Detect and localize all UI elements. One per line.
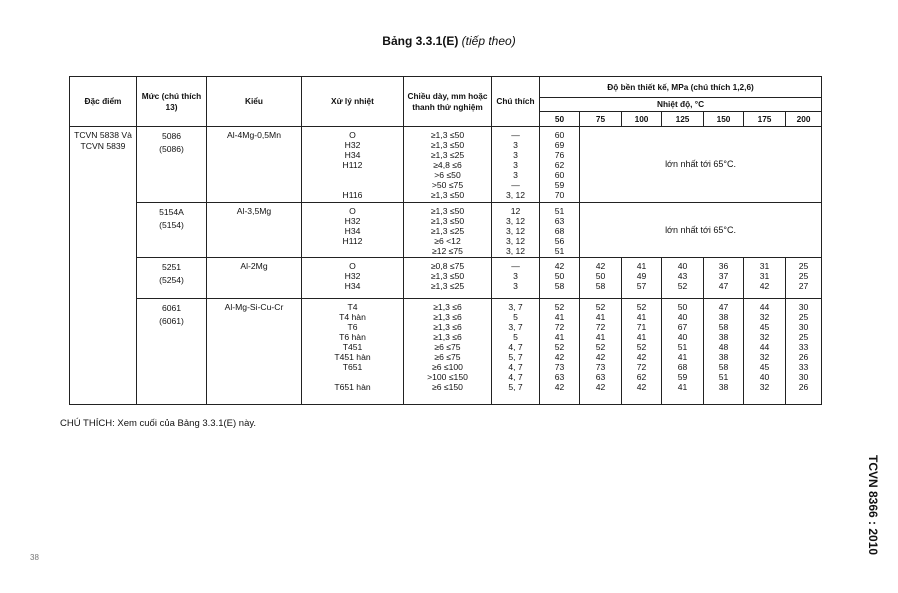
strength-value: 37 [718,271,729,282]
strength-value: 27 [798,281,809,292]
strength-value: 71 [636,322,647,333]
strength-value: 41 [636,261,647,272]
header-do-ben: Độ bền thiết kế, MPa (chú thích 1,2,6) [540,77,822,98]
strength-value: 68 [554,225,565,236]
grade-code: (6061) [159,316,184,327]
temper: H34 [344,225,361,236]
strength-value: 38 [718,332,729,343]
strength-value: 63 [595,372,606,383]
header-temp: 100 [622,112,662,127]
note-ref: 3, 7 [508,302,523,313]
note-ref: 3, 7 [508,322,523,333]
strength-value: 41 [677,352,688,363]
strength-value: 50 [554,271,565,282]
strength-value: 59 [677,372,688,383]
strength-value: 58 [554,281,565,292]
thickness: ≥1,3 ≤6 [433,322,462,333]
note-ref: 3 [513,271,518,282]
strength-value: 45 [759,322,770,333]
strength-value: 42 [636,382,647,393]
strength-value: 25 [798,312,809,323]
design-strength-table [69,76,822,405]
strength-value: 72 [595,322,606,333]
temper: T451 hàn [334,352,371,363]
temper: T651 hàn [334,382,371,393]
strength-value: 31 [759,271,770,282]
strength-value: 25 [798,261,809,272]
strength-value: 41 [595,312,606,323]
note-ref: 3, 12 [505,225,526,236]
strength-value: 58 [595,281,606,292]
table-row [70,127,822,203]
temper: O [349,130,356,140]
strength-value: 41 [677,382,688,393]
strength-value: 31 [759,261,770,272]
strength-value: 36 [718,261,729,272]
thickness: ≥1,3 ≤50 [430,205,465,216]
note-ref: 3 [513,281,518,292]
strength-value: 47 [718,281,729,292]
note-ref: 5 [513,332,518,343]
thickness: ≥1,3 ≤25 [430,150,465,160]
alloy-type: Al-4Mg-0,5Mn [227,130,281,140]
strength-value: 67 [677,322,688,333]
strength-value: 41 [554,332,565,343]
grade-code: 5154A [159,206,184,217]
temper: O [349,205,356,216]
temper: O [349,261,356,272]
table-note: CHÚ THÍCH: Xem cuối của Bảng 3.3.1(E) này. [60,418,257,429]
header-temp: 75 [580,112,622,127]
temper: H112 [342,160,363,170]
note-ref: 3 [513,140,518,150]
thickness: ≥1,3 ≤25 [430,281,465,292]
grade-code: 5251 [161,262,182,273]
header-temp: 150 [704,112,744,127]
strength-value: 26 [798,352,809,363]
strength-value: 47 [718,302,729,313]
strength-value: 32 [759,332,770,343]
strength-value: 60 [554,130,565,140]
alloy-type: Al-Mg-Si-Cu-Cr [224,302,284,313]
strength-value: 25 [798,332,809,343]
page-mark: 38 [30,553,39,562]
strength-value: 41 [636,312,647,323]
note-ref: 5, 7 [508,382,523,393]
strength-value: 40 [677,312,688,323]
note-ref: 4, 7 [508,362,523,373]
note-ref: 5 [513,312,518,323]
table-row [70,258,822,299]
thickness: ≥1,3 ≤6 [433,332,462,343]
note-ref: — [511,180,520,190]
strength-value: 38 [718,382,729,393]
thickness: >6 ≤50 [434,170,461,180]
strength-value: 42 [759,281,770,292]
strength-value: 62 [636,372,647,383]
thickness: ≥1,3 ≤50 [430,271,465,282]
header-chieu-day: Chiều dày, mm hoặc thanh thử nghiệm [404,77,492,127]
strength-value: 42 [554,382,565,393]
thickness: ≥1,3 ≤6 [433,312,462,323]
side-label [866,455,882,585]
thickness: >100 ≤150 [427,372,468,383]
temper [302,372,403,382]
strength-value: 59 [554,180,565,190]
strength-value: 63 [554,372,565,383]
thickness: ≥6 ≤75 [434,352,461,363]
header-muc: Mức (chú thích 13) [137,77,207,127]
thickness: ≥4,8 ≤6 [433,160,462,170]
strength-value: 42 [554,261,565,272]
strength-value: 40 [677,332,688,343]
note-ref: — [511,130,520,140]
header-kieu: Kiểu [207,77,302,127]
strength-value: 41 [595,332,606,343]
strength-value: 40 [759,372,770,383]
strength-value: 51 [554,245,565,256]
merged-note: lớn nhất tới 65°C. [665,159,736,170]
header-chu-thich: Chú thích [492,77,540,127]
strength-value: 30 [798,322,809,333]
merged-note: lớn nhất tới 65°C. [665,225,736,236]
strength-value: 49 [636,271,647,282]
alloy-type: Al-3,5Mg [236,205,272,216]
note-ref: 12 [510,205,521,216]
strength-value: 44 [759,302,770,313]
thickness: ≥1,3 ≤50 [430,215,465,226]
table-row [70,202,822,257]
temper: T451 [342,342,363,353]
strength-value: 42 [554,352,565,363]
group-dac-diem: TCVN 5838 Và TCVN 5839 [70,127,137,405]
strength-value: 70 [554,190,565,200]
strength-value: 42 [595,261,606,272]
grade-code: (5086) [159,144,184,154]
thickness: ≥1,3 ≤6 [433,302,462,313]
thickness: ≥1,3 ≤50 [430,190,465,200]
header-temp: 125 [662,112,704,127]
strength-value: 50 [677,302,688,313]
strength-value: 60 [554,170,565,180]
note-ref: 3 [513,150,518,160]
note-ref: 4, 7 [508,342,523,353]
standard-code: TCVN 8366 : 2010 [866,455,880,556]
strength-value: 32 [759,312,770,323]
table-title-main: Bảng 3.3.1(E) [382,34,459,48]
note-ref: 5, 7 [508,352,523,363]
header-temp: 200 [786,112,822,127]
thickness: >50 ≤75 [431,180,464,190]
grade-code: (5154) [159,219,184,230]
note-ref: 3, 12 [505,190,526,200]
strength-value: 52 [595,302,606,313]
thickness: ≥12 ≤75 [432,245,463,256]
strength-value: 43 [677,271,688,282]
table-title-continued: (tiếp theo) [461,34,516,48]
thickness: ≥6 ≤100 [432,362,463,373]
temper: H32 [344,140,361,150]
strength-value: 30 [798,302,809,313]
strength-value: 56 [554,235,565,246]
header-nhiet-do: Nhiệt độ, °C [540,98,822,112]
strength-value: 33 [798,362,809,373]
strength-value: 38 [718,312,729,323]
strength-value: 57 [636,281,647,292]
strength-value: 69 [554,140,565,150]
strength-value: 52 [636,302,647,313]
note-ref: 3, 12 [505,245,526,256]
thickness: ≥6 ≤75 [434,342,461,353]
thickness: ≥1,3 ≤25 [430,225,465,236]
strength-value: 62 [554,160,565,170]
header-temp: 175 [744,112,786,127]
strength-value: 52 [595,342,606,353]
thickness: ≥1,3 ≤50 [430,130,465,140]
thickness: ≥0,8 ≤75 [430,261,465,272]
thickness: ≥1,3 ≤50 [430,140,465,150]
strength-value: 76 [554,150,565,160]
grade-code: (5254) [159,275,184,286]
strength-value: 51 [718,372,729,383]
note-ref: 3 [513,170,518,180]
strength-value: 30 [798,372,809,383]
strength-value: 51 [677,342,688,353]
strength-value: 42 [595,382,606,393]
table-row [70,299,822,405]
strength-value: 41 [636,332,647,343]
temper: H32 [344,215,361,226]
strength-value: 38 [718,352,729,363]
temper [302,180,403,190]
temper: T6 [347,322,358,333]
temper: T6 hàn [339,332,366,343]
strength-value: 73 [595,362,606,373]
temper: H34 [344,150,361,160]
strength-value: 72 [554,322,565,333]
note-ref: — [511,261,520,272]
temper: H32 [344,271,361,282]
temper [302,246,403,256]
strength-value: 45 [759,362,770,373]
note-ref: 3 [513,160,518,170]
grade-code: 5086 [161,131,182,141]
strength-value: 52 [554,342,565,353]
table-title [0,34,898,48]
thickness: ≥6 ≤150 [432,382,463,393]
header-temp: 50 [540,112,580,127]
alloy-type: Al-2Mg [240,261,268,272]
header-dac-diem: Đặc điểm [70,77,137,127]
temper: H112 [342,235,363,246]
temper: T4 [347,302,358,313]
strength-value: 32 [759,382,770,393]
strength-value: 41 [554,312,565,323]
grade-code: 6061 [161,303,182,314]
note-ref: 3, 12 [505,235,526,246]
strength-value: 25 [798,271,809,282]
strength-value: 44 [759,342,770,353]
strength-value: 52 [554,302,565,313]
strength-value: 72 [636,362,647,373]
note-ref: 4, 7 [508,372,523,383]
strength-value: 58 [718,362,729,373]
strength-value: 52 [636,342,647,353]
temper: T4 hàn [339,312,366,323]
strength-value: 42 [636,352,647,363]
strength-value: 63 [554,215,565,226]
strength-value: 50 [595,271,606,282]
thickness: ≥6 <12 [434,235,461,246]
temper: H34 [344,281,361,292]
strength-value: 73 [554,362,565,373]
strength-value: 42 [595,352,606,363]
strength-value: 40 [677,261,688,272]
strength-value: 32 [759,352,770,363]
temper [302,170,403,180]
strength-value: 48 [718,342,729,353]
temper: T651 [342,362,363,373]
strength-value: 52 [677,281,688,292]
strength-value: 68 [677,362,688,373]
strength-value: 58 [718,322,729,333]
temper: H116 [342,190,363,200]
header-xu-ly: Xử lý nhiệt [302,77,404,127]
strength-value: 51 [554,205,565,216]
strength-value: 26 [798,382,809,393]
note-ref: 3, 12 [505,215,526,226]
strength-value: 33 [798,342,809,353]
